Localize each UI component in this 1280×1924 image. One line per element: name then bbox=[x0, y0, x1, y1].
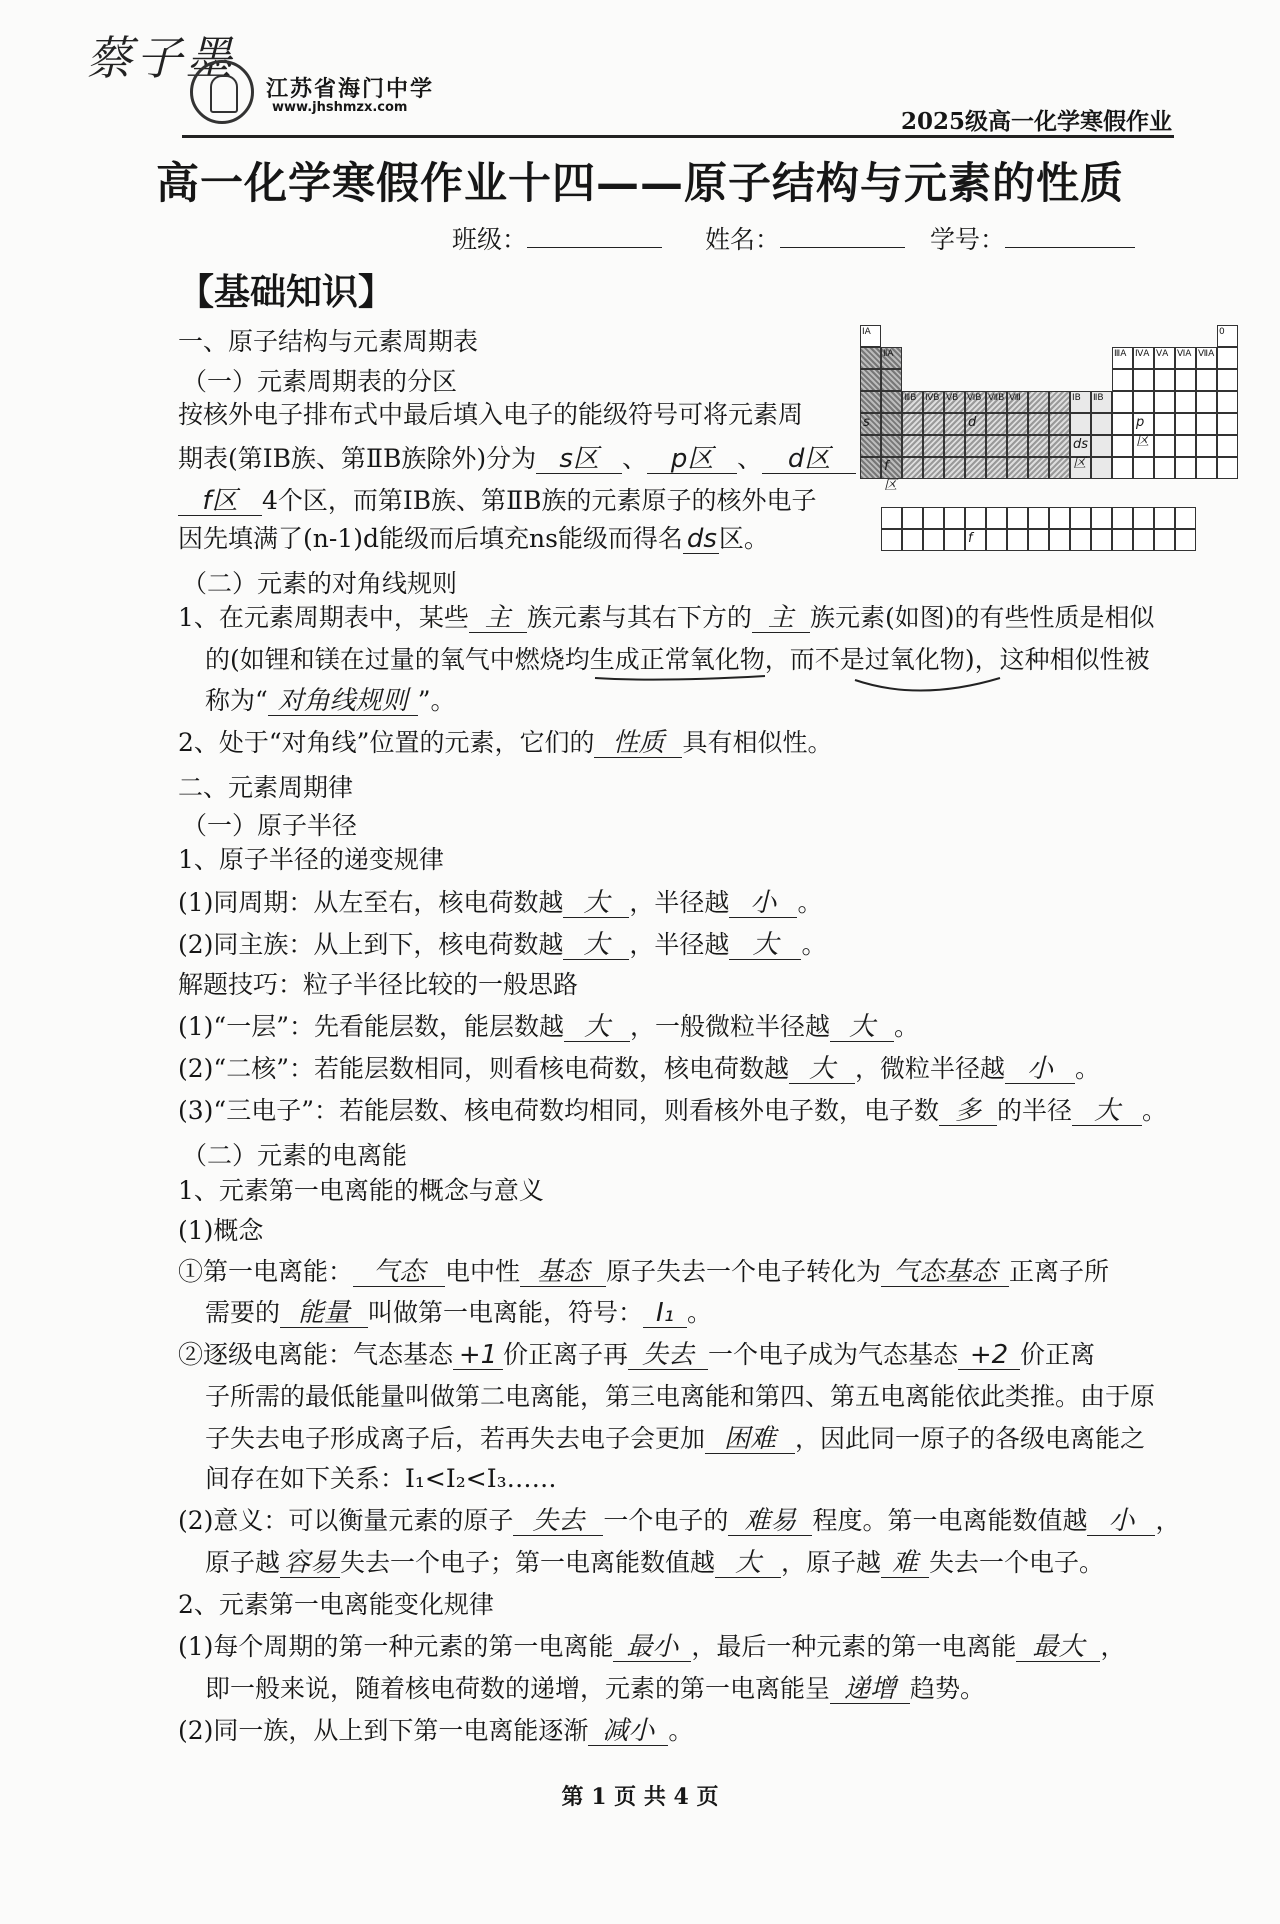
first-ionization-1: ①第一电离能： 气态 电中性 基态 原子失去一个电子转化为 气态基态 正离子所 bbox=[178, 1257, 1110, 1287]
header-course-label: 2025级高一化学寒假作业 bbox=[900, 108, 1172, 135]
school-url: www.jhshmzx.com bbox=[272, 100, 408, 115]
radius-trend-title: 1、原子半径的递变规律 bbox=[178, 845, 444, 874]
periodic-table-cell bbox=[860, 369, 881, 391]
periodic-table-cell bbox=[1154, 391, 1175, 413]
periodic-table-cell bbox=[923, 413, 944, 435]
page-footer: 第 1 页 共 4 页 bbox=[561, 1784, 719, 1810]
periodic-table-cell bbox=[986, 435, 1007, 457]
periodic-table-cell bbox=[923, 435, 944, 457]
periodic-table-cell bbox=[923, 529, 944, 551]
trend-period-1: (1)每个周期的第一种元素的第一电离能 最小 ，最后一种元素的第一电离能 最大 ， bbox=[178, 1632, 1126, 1662]
tip-two-nucleus: (2)“二核”：若能层数相同，则看核电荷数，核电荷数越 大 ，微粒半径越 小 。 bbox=[178, 1054, 1101, 1084]
periodic-table-group-label: ⅦB bbox=[988, 393, 1005, 403]
periodic-table-cell bbox=[1175, 413, 1196, 435]
periodic-table-cell bbox=[902, 457, 923, 479]
answer-s-zone[interactable]: s区 bbox=[536, 446, 622, 474]
answer-difficult[interactable]: 困难 bbox=[705, 1426, 795, 1454]
periodic-table-region-note: ds区 bbox=[1073, 437, 1089, 471]
periodic-table-cell bbox=[944, 435, 965, 457]
periodic-table-cell bbox=[1196, 413, 1217, 435]
periodic-table-cell bbox=[1196, 369, 1217, 391]
periodic-table-cell bbox=[881, 435, 902, 457]
meaning-1: (2)意义：可以衡量元素的原子 失去 一个电子的 难易 程度。第一电离能数值越 小 ， bbox=[178, 1506, 1181, 1536]
class-field[interactable] bbox=[452, 220, 662, 256]
periodic-table-cell bbox=[881, 507, 902, 529]
periodic-table-cell bbox=[1112, 369, 1133, 391]
periodic-table-group-label: ⅢB bbox=[904, 393, 917, 403]
student-id-blank[interactable] bbox=[1005, 226, 1135, 248]
successive-ionization-4: 间存在如下关系：I₁<I₂<I₃…… bbox=[205, 1464, 557, 1493]
periodic-table-cell bbox=[986, 413, 1007, 435]
periodic-table-group-label: ⅣB bbox=[925, 393, 940, 403]
periodic-table-cell bbox=[881, 369, 902, 391]
answer-ds-zone[interactable]: ds bbox=[683, 526, 719, 554]
periodic-table-group-label: ⅢA bbox=[1114, 349, 1127, 359]
answer-ease[interactable]: 难易 bbox=[728, 1508, 812, 1536]
periodic-table-group-label: ⅠB bbox=[1072, 393, 1081, 403]
answer-largest[interactable]: 最大 bbox=[1016, 1634, 1100, 1662]
periodic-table-cell bbox=[1049, 457, 1070, 479]
periodic-table-cell bbox=[965, 507, 986, 529]
answer-gaseous-ground[interactable]: 气态基态 bbox=[881, 1259, 1009, 1287]
successive-ionization-1: ②逐级电离能：气态基态 +1 价正离子再 失去 一个电子成为气态基态 +2 价正离 bbox=[178, 1340, 1096, 1370]
radius-period: (1)同周期：从左至右，核电荷数越 大 ，半径越 小 。 bbox=[178, 888, 823, 918]
trend-group: (2)同一族，从上到下第一电离能逐渐 减小 。 bbox=[178, 1716, 694, 1746]
periodic-table-region-note: f bbox=[968, 531, 973, 546]
periodic-table-cell bbox=[1217, 457, 1238, 479]
periodic-table-cell bbox=[1028, 435, 1049, 457]
periodic-table-cell bbox=[860, 457, 881, 479]
page-title: 高一化学寒假作业十四——原子结构与元素的性质 bbox=[156, 159, 1124, 209]
answer-plus-two[interactable]: +2 bbox=[958, 1342, 1020, 1370]
periodic-table-cell bbox=[860, 347, 881, 369]
periodic-table-cell bbox=[1196, 435, 1217, 457]
answer-easy[interactable]: 容易 bbox=[280, 1550, 340, 1578]
class-blank[interactable] bbox=[527, 226, 662, 248]
periodic-table-cell bbox=[1007, 457, 1028, 479]
periodic-table-cell bbox=[1007, 435, 1028, 457]
periodic-table-region-note: d bbox=[968, 415, 977, 430]
answer-symbol-i1[interactable]: I₁ bbox=[643, 1300, 687, 1328]
school-logo-icon bbox=[190, 60, 254, 124]
periodic-table-cell bbox=[965, 435, 986, 457]
periodic-table-cell bbox=[1133, 369, 1154, 391]
periodic-table-cell bbox=[1028, 529, 1049, 551]
para-zones-1: 按核外电子排布式中最后填入电子的能级符号可将元素周 bbox=[178, 400, 804, 429]
answer-electron-radius[interactable]: 大 bbox=[1072, 1098, 1142, 1126]
periodic-table-cell bbox=[1091, 435, 1112, 457]
tip-one-layer: (1)“一层”：先看能层数，能层数越 大 ，一般微粒半径越 大 。 bbox=[178, 1012, 920, 1042]
periodic-table-group-label: 0 bbox=[1219, 327, 1225, 337]
periodic-table-group-label: ⅠA bbox=[862, 327, 871, 337]
answer-d-zone[interactable]: d区 bbox=[762, 446, 856, 474]
periodic-table-group-label: Ⅷ bbox=[1009, 393, 1021, 403]
para-zones-4: 因先填满了(n-1)d能级而后填充ns能级而得名 ds区。 bbox=[178, 524, 769, 554]
periodic-table-cell bbox=[902, 435, 923, 457]
periodic-table-cell bbox=[1154, 529, 1175, 551]
periodic-table-cell bbox=[902, 413, 923, 435]
periodic-table-cell bbox=[944, 529, 965, 551]
periodic-table-region-note: s bbox=[863, 415, 870, 430]
periodic-table-cell bbox=[1133, 391, 1154, 413]
answer-large-value[interactable]: 大 bbox=[715, 1550, 781, 1578]
periodic-table-cell bbox=[1133, 457, 1154, 479]
answer-energy[interactable]: 能量 bbox=[280, 1300, 368, 1328]
periodic-table-cell bbox=[986, 507, 1007, 529]
periodic-table-cell bbox=[1217, 391, 1238, 413]
handwritten-student-name: 蔡子墨 bbox=[86, 31, 236, 85]
periodic-table-cell bbox=[1049, 391, 1070, 413]
answer-period-charge[interactable]: 大 bbox=[563, 890, 629, 918]
answer-group-radius[interactable]: 大 bbox=[729, 932, 801, 960]
periodic-table-cell bbox=[1091, 413, 1112, 435]
radius-group: (2)同主族：从上到下，核电荷数越 大 ，半径越 大 。 bbox=[178, 930, 827, 960]
periodic-table-cell bbox=[860, 391, 881, 413]
answer-increase[interactable]: 递增 bbox=[830, 1676, 910, 1704]
periodic-table-cell bbox=[1175, 435, 1196, 457]
answer-small-value[interactable]: 小 bbox=[1087, 1508, 1155, 1536]
periodic-table-cell bbox=[1028, 413, 1049, 435]
periodic-table-cell bbox=[1154, 457, 1175, 479]
section-2-heading: 二、元素周期律 bbox=[178, 773, 354, 802]
periodic-table-cell bbox=[1217, 435, 1238, 457]
trend-period-2: 即一般来说，随着核电荷数的递增，元素的第一电离能呈 递增 趋势。 bbox=[205, 1674, 986, 1704]
section-2-sub2: （二）元素的电离能 bbox=[182, 1141, 408, 1170]
periodic-table-cell bbox=[944, 457, 965, 479]
periodic-table-cell bbox=[965, 457, 986, 479]
answer-layer-count[interactable]: 大 bbox=[564, 1014, 630, 1042]
periodic-table-cell bbox=[923, 457, 944, 479]
answer-electron-count[interactable]: 多 bbox=[939, 1098, 997, 1126]
periodic-table-cell bbox=[860, 435, 881, 457]
periodic-table-cell bbox=[944, 507, 965, 529]
periodic-table-cell bbox=[1112, 435, 1133, 457]
periodic-table-group-label: ⅥB bbox=[967, 393, 982, 403]
periodic-table-group-label: ⅡA bbox=[883, 349, 894, 359]
name-field[interactable] bbox=[705, 220, 905, 256]
answer-gaseous[interactable]: 气态 bbox=[353, 1259, 445, 1287]
periodic-table-cell bbox=[1112, 507, 1133, 529]
periodic-table-cell bbox=[1007, 413, 1028, 435]
periodic-table-cell bbox=[1154, 413, 1175, 435]
para-zones-3: f区 4个区，而第ⅠB族、第ⅡB族的元素原子的核外电子 bbox=[178, 486, 817, 516]
meaning-2: 原子越 容易 失去一个电子；第一电离能数值越 大 ，原子越 难 失去一个电子。 bbox=[205, 1548, 1105, 1578]
answer-diagonal-rule[interactable]: 对角线规则 bbox=[268, 688, 418, 716]
ionization-trend-title: 2、元素第一电离能变化规律 bbox=[178, 1590, 494, 1619]
periodic-table-cell bbox=[1217, 347, 1238, 369]
periodic-table-cell bbox=[1175, 457, 1196, 479]
para-zones-2: 期表(第ⅠB族、第ⅡB族除外)分为 s区 、 p区 、 d区 bbox=[178, 444, 856, 474]
periodic-table-cell bbox=[1028, 457, 1049, 479]
section-basic-knowledge: 【基础知识】 bbox=[178, 272, 395, 313]
periodic-table-cell bbox=[1049, 435, 1070, 457]
periodic-table-cell bbox=[1217, 413, 1238, 435]
successive-ionization-2: 子所需的最低能量叫做第二电离能，第三电离能和第四、第五电离能依此类推。由于原 bbox=[205, 1382, 1156, 1411]
underlined-normal-oxide: 生成正常氧化物 bbox=[589, 645, 765, 674]
answer-hard[interactable]: 难 bbox=[881, 1550, 929, 1578]
first-ionization-2: 需要的 能量 叫做第一电离能，符号： I₁ 。 bbox=[205, 1298, 713, 1328]
periodic-table-cell bbox=[1007, 529, 1028, 551]
periodic-table-cell bbox=[1196, 391, 1217, 413]
periodic-table-cell bbox=[881, 391, 902, 413]
periodic-table-cell bbox=[881, 413, 902, 435]
answer-nucleus-charge[interactable]: 大 bbox=[789, 1056, 855, 1084]
answer-layer-radius[interactable]: 大 bbox=[830, 1014, 894, 1042]
periodic-table-cell bbox=[902, 507, 923, 529]
periodic-table-group-label: ⅡB bbox=[1093, 393, 1104, 403]
periodic-table-region-note: f区 bbox=[884, 459, 898, 493]
periodic-table-cell bbox=[1091, 457, 1112, 479]
section-1-sub2: （二）元素的对角线规则 bbox=[182, 569, 458, 598]
periodic-table-cell bbox=[1175, 391, 1196, 413]
section-1-sub1: （一）元素周期表的分区 bbox=[182, 367, 458, 396]
underlined-peroxide: 过氧化物 bbox=[864, 645, 965, 674]
periodic-table-cell bbox=[1112, 529, 1133, 551]
periodic-table-group-label: ⅤA bbox=[1156, 349, 1169, 359]
periodic-table-cell bbox=[1091, 529, 1112, 551]
student-id-label: 学号： bbox=[930, 225, 1006, 254]
radius-tip-title: 解题技巧：粒子半径比较的一般思路 bbox=[178, 970, 579, 999]
periodic-table-cell bbox=[1217, 369, 1238, 391]
periodic-table-group-label: ⅥA bbox=[1177, 349, 1192, 359]
periodic-table-cell bbox=[1175, 369, 1196, 391]
diag-rule-3: 称为“ 对角线规则 ”。 bbox=[205, 686, 456, 716]
periodic-table-cell bbox=[1028, 391, 1049, 413]
periodic-table-cell bbox=[986, 529, 1007, 551]
section-1-heading: 一、原子结构与元素周期表 bbox=[178, 327, 479, 356]
periodic-table-cell bbox=[1049, 413, 1070, 435]
periodic-table-region-note: p区 bbox=[1136, 415, 1150, 449]
periodic-table-cell bbox=[923, 507, 944, 529]
answer-f-zone[interactable]: f区 bbox=[178, 488, 262, 516]
periodic-table-cell bbox=[1175, 529, 1196, 551]
periodic-table-cell bbox=[902, 529, 923, 551]
periodic-table-cell bbox=[986, 457, 1007, 479]
periodic-table-cell bbox=[1175, 507, 1196, 529]
diag-rule-4: 2、处于“对角线”位置的元素，它们的 性质 具有相似性。 bbox=[178, 728, 833, 758]
answer-lose-meaning[interactable]: 失去 bbox=[513, 1508, 603, 1536]
ionization-concept-title: 1、元素第一电离能的概念与意义 bbox=[178, 1176, 544, 1205]
section-2-sub1: （一）原子半径 bbox=[182, 811, 358, 840]
answer-nucleus-radius[interactable]: 小 bbox=[1005, 1056, 1075, 1084]
student-id-field[interactable] bbox=[930, 220, 1135, 256]
periodic-table-cell bbox=[1154, 507, 1175, 529]
successive-ionization-3: 子失去电子形成离子后，若再失去电子会更加 困难 ，因此同一原子的各级电离能之 bbox=[205, 1424, 1146, 1454]
answer-decrease[interactable]: 减小 bbox=[588, 1718, 668, 1746]
periodic-table-cell bbox=[1133, 529, 1154, 551]
answer-smallest[interactable]: 最小 bbox=[613, 1634, 691, 1662]
periodic-table-group-label: ⅤB bbox=[946, 393, 959, 403]
periodic-table-cell bbox=[1112, 413, 1133, 435]
periodic-table-group-label: ⅦA bbox=[1198, 349, 1215, 359]
diag-rule-1: 1、在元素周期表中，某些 主 族元素与其右下方的 主 族元素(如图)的有些性质是相似 bbox=[178, 603, 1155, 633]
periodic-table-cell bbox=[1112, 391, 1133, 413]
answer-main-group-1[interactable]: 主 bbox=[469, 605, 527, 633]
periodic-table-cell bbox=[1091, 507, 1112, 529]
periodic-table-cell bbox=[1007, 507, 1028, 529]
answer-group-charge[interactable]: 大 bbox=[563, 932, 629, 960]
header-divider bbox=[182, 135, 1174, 138]
periodic-table-cell bbox=[1049, 507, 1070, 529]
periodic-table-cell bbox=[1028, 507, 1049, 529]
answer-property[interactable]: 性质 bbox=[594, 730, 682, 758]
handwritten-underline-curve bbox=[590, 672, 1010, 706]
periodic-table-cell bbox=[944, 413, 965, 435]
periodic-table-cell bbox=[1154, 435, 1175, 457]
tip-three-electron: (3)“三电子”：若能层数、核电荷数均相同，则看核外电子数，电子数 多 的半径 大 。 bbox=[178, 1096, 1168, 1126]
periodic-table-cell bbox=[1049, 529, 1070, 551]
diag-rule-2: 的(如锂和镁在过量的氧气中燃烧均生成正常氧化物，而不是过氧化物)，这种相似性被 bbox=[205, 645, 1150, 674]
periodic-table-group-label: ⅣA bbox=[1135, 349, 1150, 359]
periodic-table-cell bbox=[1070, 413, 1091, 435]
periodic-table-cell bbox=[1133, 507, 1154, 529]
periodic-table-cell bbox=[1112, 457, 1133, 479]
answer-p-zone[interactable]: p区 bbox=[647, 446, 737, 474]
name-label: 姓名： bbox=[705, 225, 781, 254]
periodic-table-cell bbox=[1196, 457, 1217, 479]
answer-main-group-2[interactable]: 主 bbox=[752, 605, 810, 633]
periodic-table-cell bbox=[1070, 529, 1091, 551]
name-blank[interactable] bbox=[780, 226, 905, 248]
school-name: 江苏省海门中学 bbox=[266, 77, 435, 102]
answer-plus-one[interactable]: +1 bbox=[453, 1342, 503, 1370]
periodic-table-cell bbox=[881, 529, 902, 551]
answer-ground-state[interactable]: 基态 bbox=[520, 1259, 606, 1287]
class-label: 班级： bbox=[452, 225, 528, 254]
periodic-table-cell bbox=[1070, 507, 1091, 529]
periodic-table-cell bbox=[1154, 369, 1175, 391]
concept-label: (1)概念 bbox=[178, 1216, 264, 1245]
answer-lose[interactable]: 失去 bbox=[628, 1342, 708, 1370]
answer-period-radius[interactable]: 小 bbox=[729, 890, 797, 918]
